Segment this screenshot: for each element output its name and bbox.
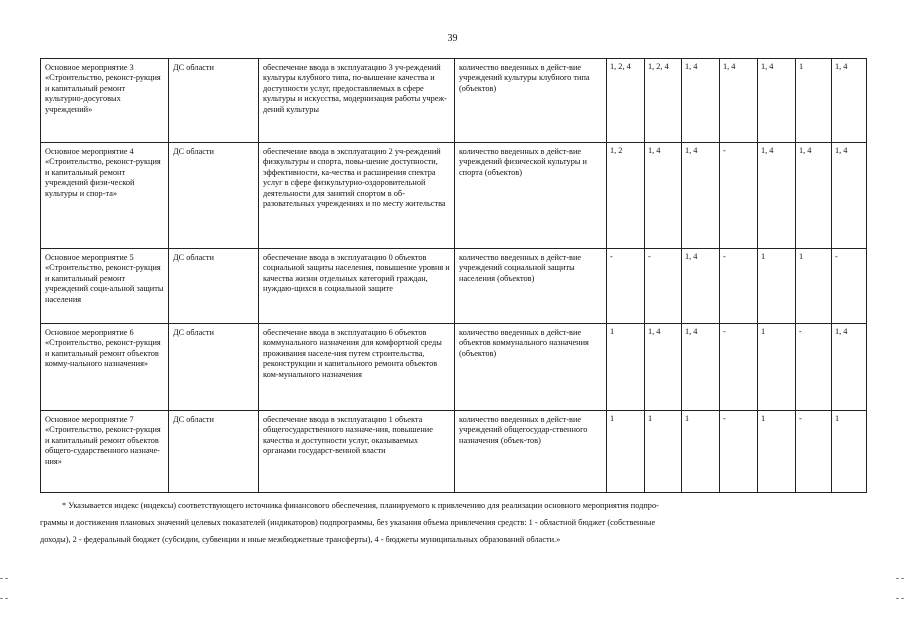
source-cell: ДС области [169,143,259,249]
indicator-cell: количество введенных в дейст-вие объектов коммунального назначения (объектов) [455,324,607,411]
event-name-cell: Основное мероприятие 5 «Строительство, реконст-рукция и капитальный ремонт учреждений соци-альной защиты населения [41,249,169,324]
description-cell: обеспечение ввода в эксплуатацию 0 объектов социальной защиты населения, повышение уровня и качества жизни отдельных категорий граждан, нуждаю-щихся в социальной защите [259,249,455,324]
table-row [41,324,867,411]
value-cell: 1 [682,411,720,493]
value-cell: 1, 4 [682,324,720,411]
value-cell: 1 [796,59,832,143]
value-cell: 1 [758,249,796,324]
value-cell: - [796,324,832,411]
value-cell: 1 [607,411,645,493]
value-cell: 1, 2, 4 [645,59,682,143]
value-cell: 1, 4 [720,59,758,143]
table-row [41,249,867,324]
value-cell: 1, 4 [682,249,720,324]
footnote [40,497,865,548]
indicator-cell: количество введенных в дейст-вие учреждений социальной защиты населения (объектов) [455,249,607,324]
description-cell: обеспечение ввода в эксплуатацию 6 объектов коммунального назначения для комфортной среды проживания населе-ния путем строительства, реконструкции и капитального ремонта объектов ком-мунального назначения [259,324,455,411]
value-cell: - [796,411,832,493]
page-number: 39 [447,33,458,44]
source-cell: ДС области [169,249,259,324]
value-cell: 1 [758,324,796,411]
value-cell: - [720,143,758,249]
value-cell: - [832,249,867,324]
value-cell: 1, 4 [832,324,867,411]
source-cell: ДС области [169,324,259,411]
value-cell: - [720,249,758,324]
value-cell: 1 [607,324,645,411]
value-cell: 1, 4 [645,143,682,249]
description-cell: обеспечение ввода в эксплуатацию 2 уч-реждений физкультуры и спорта, повы-шение доступности, эффективности, ка-чества и расширения спектра услуг в сфере физкультурно-оздоровительной деятельности для занятий спортом в об-разовательных учреждениях и по месту жительства [259,143,455,249]
value-cell: 1, 2 [607,143,645,249]
value-cell: 1, 4 [832,143,867,249]
value-cell: 1, 4 [832,59,867,143]
scan-edge-mark [0,598,8,599]
table-body [41,59,867,493]
value-cell: 1 [645,411,682,493]
indicator-cell: количество введенных в дейст-вие учреждений культуры клубного типа (объектов) [455,59,607,143]
value-cell: - [645,249,682,324]
value-cell: 1, 4 [758,143,796,249]
source-cell: ДС области [169,59,259,143]
value-cell: 1 [758,411,796,493]
value-cell: 1, 4 [796,143,832,249]
scan-edge-mark [0,578,8,579]
event-name-cell: Основное мероприятие 3 «Строительство, реконст-рукция и капитальный ремонт культурно-досуговых учреждений» [41,59,169,143]
footnote-line: доходы), 2 - федеральный бюджет (субсидии, субвенции и иные межбюджетные трансферты), 4 - бюджеты муниципальных образований области.» [40,535,561,544]
program-events-table [40,58,867,493]
value-cell: - [720,411,758,493]
indicator-cell: количество введенных в дейст-вие учреждений физической культуры и спорта (объектов) [455,143,607,249]
description-cell: обеспечение ввода в эксплуатацию 3 уч-реждений культуры клубного типа, по-вышение качества и доступности услуг, предоставляемых в сфере культуры и искусства, модернизация работы учреж-дений культуры [259,59,455,143]
value-cell: - [607,249,645,324]
value-cell: 1, 4 [682,143,720,249]
table-row [41,143,867,249]
footnote-line: * Указывается индекс (индексы) соответствующего источника финансового обеспечения, планируемого к привлечению для реализации основного мероприятия подпро- [62,501,659,510]
value-cell: 1, 4 [645,324,682,411]
event-name-cell: Основное мероприятие 4 «Строительство, реконст-рукция и капитальный ремонт учреждений физи-ческой культуры и спор-та» [41,143,169,249]
description-cell: обеспечение ввода в эксплуатацию 1 объекта общегосударственного назначе-ния, повышение качества и доступности услуг, оказываемых органами государст-венной власти [259,411,455,493]
value-cell: 1, 2, 4 [607,59,645,143]
value-cell: 1 [796,249,832,324]
footnote-line: граммы и достижения плановых значений целевых показателей (индикаторов) подпрограммы, без указания объема привлечения средств: 1 - областной бюджет (собственные [40,518,656,527]
source-cell: ДС области [169,411,259,493]
indicator-cell: количество введенных в дейст-вие учреждений общегосудар-ственного назначения (объек-тов) [455,411,607,493]
scan-edge-mark [896,578,904,579]
scan-edge-mark [896,598,904,599]
event-name-cell: Основное мероприятие 7 «Строительство, реконст-рукция и капитальный ремонт объектов общего-сударственного назначе-ния» [41,411,169,493]
value-cell: - [720,324,758,411]
value-cell: 1, 4 [682,59,720,143]
value-cell: 1, 4 [758,59,796,143]
table-row [41,59,867,143]
table-row [41,411,867,493]
event-name-cell: Основное мероприятие 6 «Строительство, реконст-рукция и капитальный ремонт объектов комму-нального назначения» [41,324,169,411]
value-cell: 1 [832,411,867,493]
